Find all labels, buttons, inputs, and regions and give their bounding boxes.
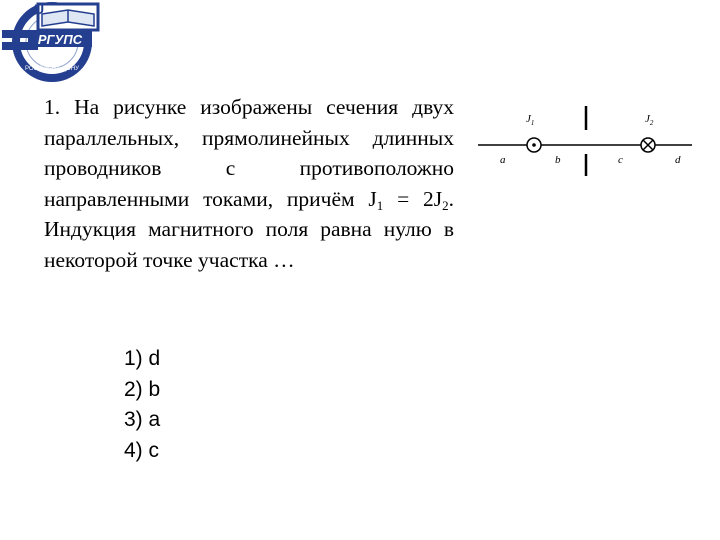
answer-option-4[interactable]: 4) c — [124, 438, 160, 462]
answer-option-1[interactable]: 1) d — [124, 347, 161, 370]
conductor-1-current-out-icon — [527, 138, 541, 152]
question-text-after: . Индукция магнитного поля равна нулю в некоторой точке участка … — [44, 186, 454, 272]
logo-letter: U — [34, 1, 45, 17]
question-sub-1: 1 — [376, 197, 384, 213]
logo-text: РГУПС — [37, 32, 83, 47]
question-text-middle: = 2J — [383, 186, 443, 211]
region-label-b: b — [555, 154, 561, 166]
conductors-diagram — [470, 100, 700, 180]
question-sub-2: 2 — [442, 197, 449, 213]
question-number: 1. — [44, 95, 61, 119]
answer-option-2[interactable]: 2) b — [124, 377, 161, 401]
region-label-a: a — [500, 154, 506, 166]
conductor-2-current-in-icon — [641, 138, 655, 152]
logo-ring-text: РОСТОВ-НА-ДОНУ — [25, 66, 79, 72]
region-label-c: c — [618, 154, 623, 166]
label-j2: $J_2$ — [645, 113, 654, 127]
answer-option-3[interactable]: 3) a — [124, 408, 161, 431]
answer-options — [124, 344, 160, 466]
label-j1: $J_1$ — [526, 113, 535, 127]
question-text — [44, 92, 454, 275]
question-text-before: На рисунке изображены сечения двух параллельных, прямолинейных длинных проводников с противоположно направленными токами, причём J — [44, 95, 455, 211]
university-logo — [0, 0, 110, 82]
region-label-d: d — [675, 154, 681, 166]
